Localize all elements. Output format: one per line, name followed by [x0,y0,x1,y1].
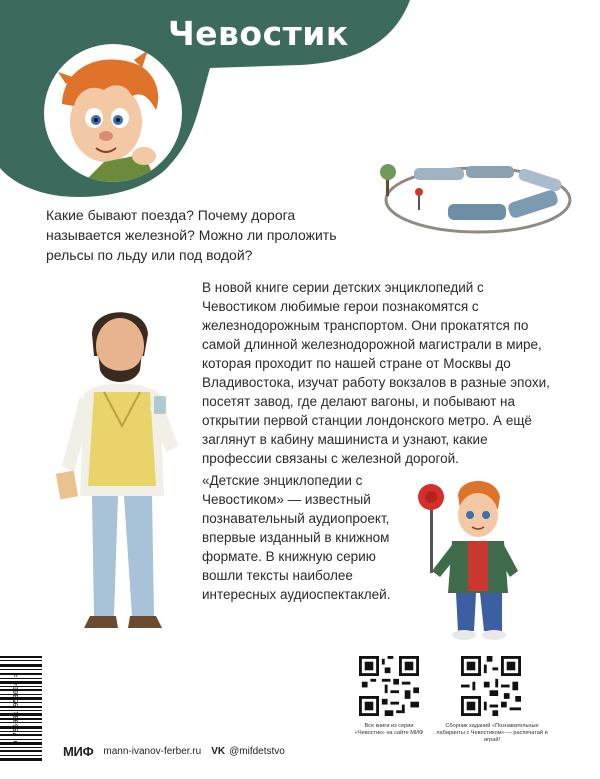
qr-code-icon[interactable] [359,656,419,716]
intro-paragraph: Какие бывают поезда? Почему дорога называется железной? Можно ли проложить рельсы по льду или под водой? [46,207,337,263]
promo-paragraph: «Детские энциклопедии с Чевостиком» — известный познавательный аудиопроект, впервые изданный в книжном формате. В книжную серию вошли тексты наиболее интересных аудиоспектаклей. [202,473,391,602]
series-title: Чевостик [168,14,349,53]
train-illustration [378,152,574,242]
isbn-barcode [0,652,46,774]
boy-with-signal-illustration [412,475,530,643]
chevostik-face-icon [44,44,182,182]
qr-caption: Все книги из серии «Чевостик» на сайте МИФ [354,723,424,736]
social-handle-link[interactable]: @mifdetstvo [229,745,285,757]
website-link[interactable]: mann-ivanov-ferber.ru [103,745,202,757]
isbn-number: 9 785001 958604 > [12,673,20,745]
chevostik-avatar [44,44,182,182]
vk-icon: VK [211,745,226,757]
qr-code-icon[interactable] [461,656,521,716]
barcode-bars-icon [0,652,46,774]
publisher-logo: МИФ [63,743,94,759]
qr-caption: Сборник заданий «Познавательные лабиринты с Чевостиком» — распечатай и играй! [436,723,548,743]
description-paragraph: В новой книге серии детских энциклопедий с Чевостиком любимые герои познакомятся с железнодорожным транспортом. Они прокатятся по самой длинной железнодорожной магистрали в мире, которая проходит по нашей стране от Москвы до Владивостока, изучат работу вокзалов в разные эпохи, посетят завод, где делают вагоны, и побывают на открытии первой станции лондонского метро. А ещё заглянут в кабину машиниста и узнают, какие профессии связаны с железной дорогой. [202,280,550,466]
footer [63,742,285,760]
man-illustration [54,296,194,636]
